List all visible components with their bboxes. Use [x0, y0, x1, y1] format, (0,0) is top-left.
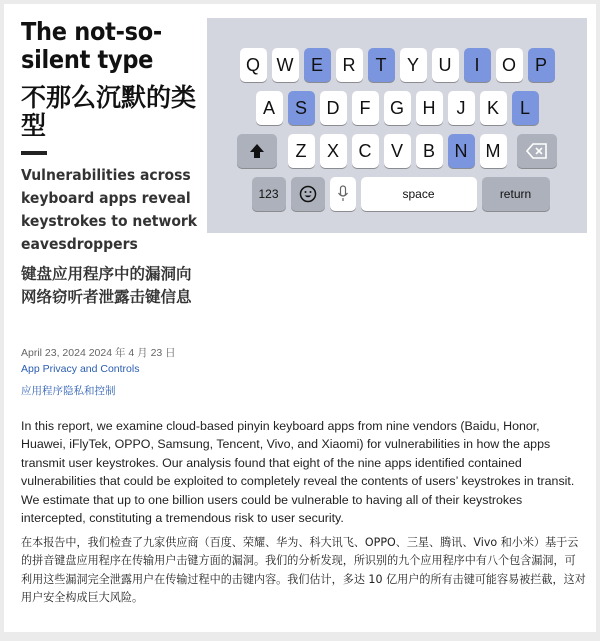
- space-key: [361, 177, 477, 211]
- key-m: M: [480, 134, 507, 168]
- key-t: T: [368, 48, 395, 82]
- key-r: R: [336, 48, 363, 82]
- key-x: X: [320, 134, 347, 168]
- key-g: G: [384, 91, 411, 125]
- article-title-chinese: 不那么沉默的类型: [21, 83, 197, 140]
- article-title-english: The not-so-silent type: [21, 17, 162, 74]
- key-h: H: [416, 91, 443, 125]
- publish-date: April 23, 2024 2024 年 4 月 23 日: [21, 347, 176, 359]
- key-j: J: [448, 91, 475, 125]
- category-link-chinese[interactable]: 应用程序隐私和控制: [21, 385, 116, 397]
- key-k: K: [480, 91, 507, 125]
- key-p: P: [528, 48, 555, 82]
- keyboard-row-3: [207, 134, 587, 168]
- backspace-key: [517, 134, 557, 168]
- keyboard-row-4: [207, 177, 587, 211]
- shift-key: [237, 134, 277, 168]
- category-link-english[interactable]: App Privacy and Controls: [21, 363, 140, 375]
- key-w: W: [272, 48, 299, 82]
- keyboard-row-2: [207, 91, 587, 125]
- article-body-english: In this report, we examine cloud-based pinyin keyboard apps from nine vendors (Baidu, Honor, Huawei, iFlyTek, OPPO, Samsung, Tencent, Vivo, and Xiaomi) for vulnerabilities in how the apps transmit user keystrokes. Our analysis found that eight of the nine apps identified contained vulnerabilities that could be exploited to completely reveal the contents of users’ keystrokes in transit. We estimate that up to one billion users could be vulnerable to having all of their keystrokes intercepted, constituting a tremendous risk to user security.: [21, 419, 575, 526]
- key-i: I: [464, 48, 491, 82]
- space-key-label: space: [402, 187, 435, 201]
- keyboard-letters-row-3: [285, 134, 509, 168]
- return-key-label: return: [499, 187, 532, 201]
- emoji-icon: [299, 185, 317, 203]
- article-card: [4, 4, 596, 632]
- article-subtitle-english: Vulnerabilities across keyboard apps reveal keystrokes to network eavesdroppers: [21, 166, 198, 253]
- article-body-chinese: 在本报告中，我们检查了九家供应商（百度、荣耀、华为、科大讯飞、OPPO、三星、腾讯、Vivo 和小米）基于云的拼音键盘应用程序在传输用户击键方面的漏洞。我们的分析发现，所识别的九个应用程序中有八个包含漏洞，可利用这些漏洞完全泄露用户在传输过程中的击键内容。我们估计，多达 10 亿用户的所有击键可能容易被拦截，这对用户安全构成巨大风险。: [21, 536, 586, 605]
- key-q: Q: [240, 48, 267, 82]
- key-d: D: [320, 91, 347, 125]
- key-a: A: [256, 91, 283, 125]
- key-o: O: [496, 48, 523, 82]
- numbers-key: [252, 177, 286, 211]
- key-f: F: [352, 91, 379, 125]
- key-e: E: [304, 48, 331, 82]
- article-subtitle-chinese: 键盘应用程序中的漏洞向网络窃听者泄露击键信息: [21, 265, 192, 306]
- key-l: L: [512, 91, 539, 125]
- microphone-key: [330, 177, 356, 211]
- key-c: C: [352, 134, 379, 168]
- title-divider: [21, 151, 47, 155]
- emoji-key: [291, 177, 325, 211]
- backspace-icon: [526, 143, 548, 159]
- microphone-icon: [337, 185, 349, 203]
- key-u: U: [432, 48, 459, 82]
- keyboard-row-1: [207, 48, 587, 82]
- return-key: [482, 177, 550, 211]
- key-b: B: [416, 134, 443, 168]
- key-v: V: [384, 134, 411, 168]
- key-y: Y: [400, 48, 427, 82]
- key-s: S: [288, 91, 315, 125]
- key-z: Z: [288, 134, 315, 168]
- keyboard-illustration: [207, 18, 587, 233]
- key-n: N: [448, 134, 475, 168]
- shift-arrow-icon: [248, 142, 266, 160]
- numbers-key-label: 123: [258, 187, 279, 201]
